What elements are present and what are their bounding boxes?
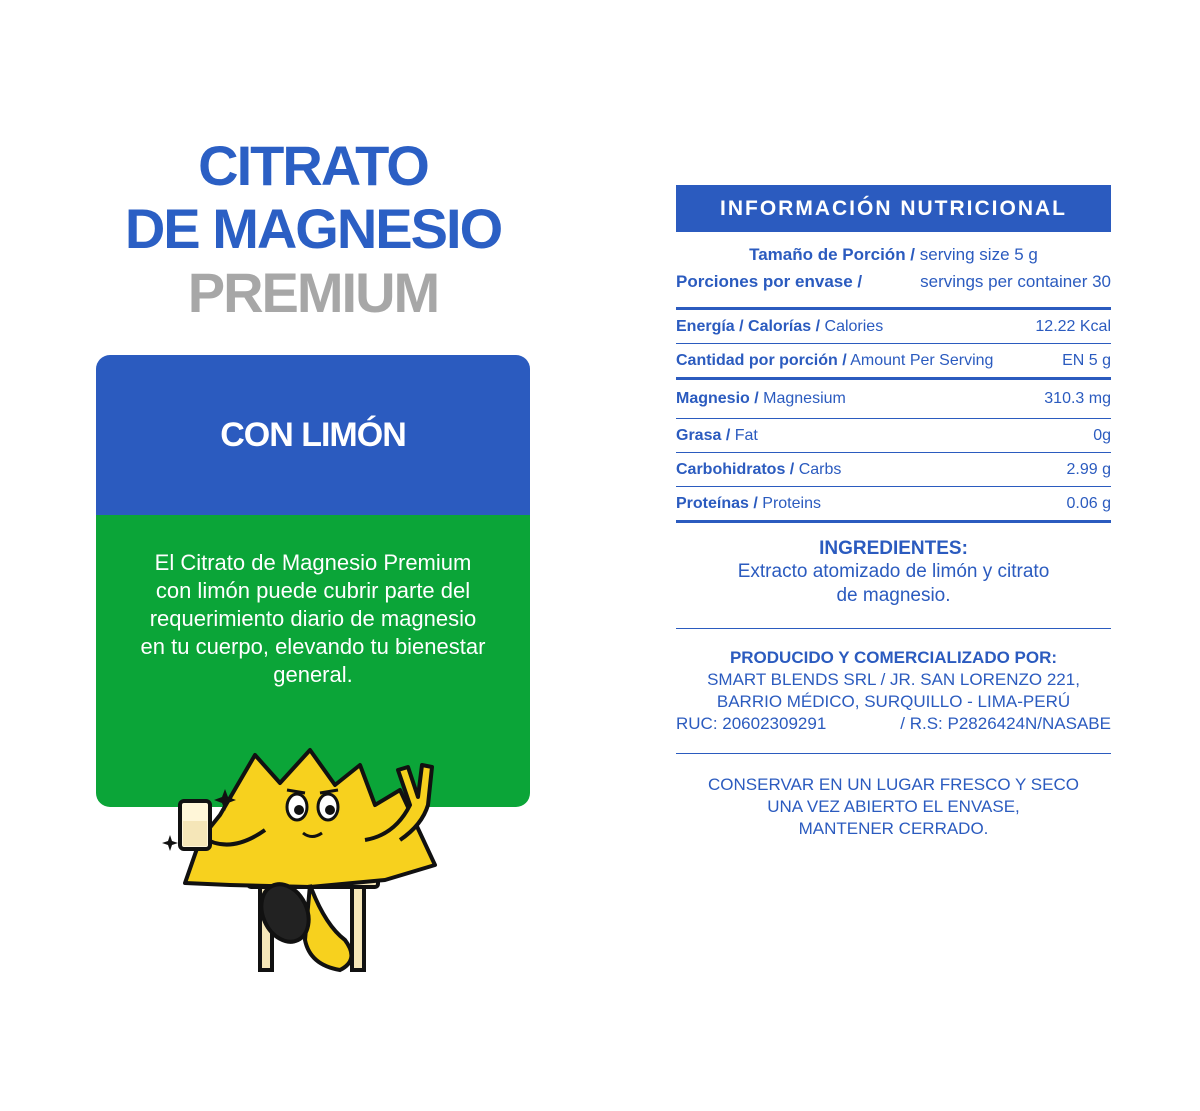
flavor-card: [96, 355, 530, 807]
product-title-line2: DE MAGNESIO: [124, 197, 502, 260]
product-description: El Citrato de Magnesio Premium con limón puede cubrir parte del requerimiento diario de magnesio en tu cuerpo, elevando tu bienestar general.: [96, 515, 530, 807]
servings-value: servings per container 30: [920, 272, 1111, 291]
servings-label: Porciones por envase /: [676, 272, 863, 291]
storage-line1: CONSERVAR EN UN LUGAR FRESCO Y SECO: [708, 775, 1079, 794]
nutrition-row: Carbohidratos / Carbs 2.99 g: [676, 460, 1111, 478]
divider: [676, 753, 1111, 754]
product-title-premium: PREMIUM: [187, 261, 439, 324]
producer-rs: / R.S: P2826424N/NASABE: [900, 714, 1111, 733]
serving-size-label: Tamaño de Porción /: [749, 245, 916, 264]
nutrition-panel: [676, 185, 1111, 840]
producer-line1: SMART BLENDS SRL / JR. SAN LORENZO 221,: [707, 670, 1080, 689]
producer-line2: BARRIO MÉDICO, SURQUILLO - LIMA-PERÚ: [716, 692, 1071, 711]
producer-ruc: RUC: 20602309291: [676, 714, 827, 733]
flavor-label: CON LIMÓN: [96, 355, 530, 515]
ingredients-title: INGREDIENTES:: [819, 538, 968, 559]
lemon-mascot-icon: [160, 745, 450, 985]
product-title-line1: CITRATO: [198, 134, 428, 197]
nutrition-row: Energía / Calorías / Calories 12.22 Kcal: [676, 317, 1111, 335]
serving-size-value: serving size 5 g: [919, 245, 1038, 264]
nutrition-row: Proteínas / Proteins 0.06 g: [676, 494, 1111, 512]
nutrition-header: INFORMACIÓN NUTRICIONAL: [676, 185, 1111, 232]
storage-line2: UNA VEZ ABIERTO EL ENVASE,: [767, 797, 1020, 816]
producer-section: [676, 647, 1111, 735]
storage-line3: MANTENER CERRADO.: [798, 819, 989, 838]
serving-info: [676, 241, 1111, 295]
ingredients-line2: de magnesio.: [836, 585, 951, 606]
nutrition-row: Grasa / Fat 0g: [676, 426, 1111, 444]
nutrition-row: Cantidad por porción / Amount Per Serving EN 5 g: [676, 351, 1111, 369]
ingredients-line1: Extracto atomizado de limón y citrato: [737, 561, 1050, 582]
producer-title: PRODUCIDO Y COMERCIALIZADO POR:: [729, 648, 1058, 667]
divider: [676, 628, 1111, 629]
ingredients-section: [676, 538, 1111, 608]
nutrition-row: Magnesio / Magnesium 310.3 mg: [676, 390, 1111, 407]
storage-section: [676, 774, 1111, 840]
divider: [676, 520, 1111, 523]
